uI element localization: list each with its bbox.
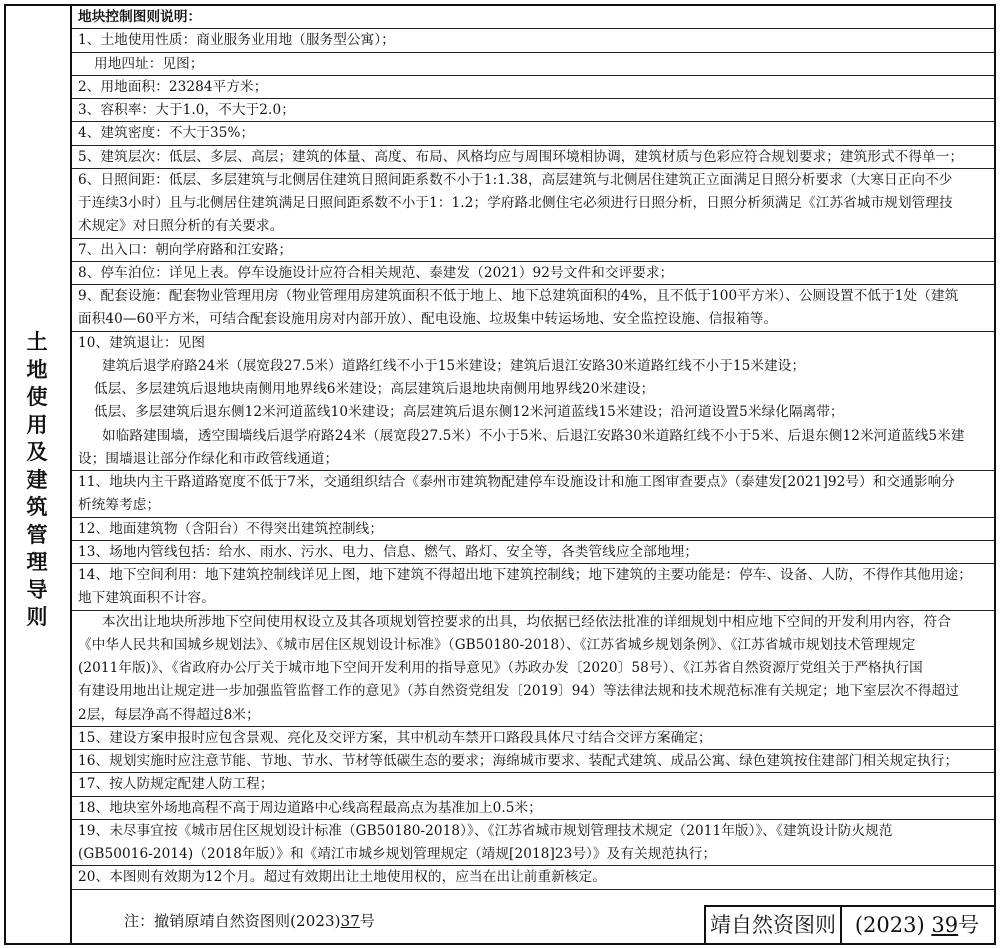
rule-line: 有建设用地出让规定进一步加强监管监督工作的意见》（苏自然资党组发〔2019〕94）等法律法规和技术规范标准有关规定；地下室层次不得超过: [78, 683, 960, 700]
rule-line: 17、按人防规定配建人防工程；: [72, 773, 994, 796]
side-title-column: [6, 6, 72, 943]
side-title-char: 筑: [26, 494, 48, 519]
rule-line: 13、场地内管线包括：给水、雨水、污水、电力、信息、燃气、路灯、安全等，各类管线应全部地埋；: [72, 541, 994, 564]
authority-label: 靖自然资图则: [706, 907, 842, 943]
rule-line: 5、建筑层次：低层、多层、高层；建筑的体量、高度、布局、风格均应与周围环境相协调，建筑材质与色彩应符合规划要求；建筑形式不得单一；: [72, 146, 994, 169]
rule-line: 20、本图则有效期为12个月。超过有效期出让土地使用权的，应当在出让前重新核定。: [72, 866, 994, 889]
rule-line: 地下建筑面积不计容。: [72, 587, 994, 610]
side-title-char: 导: [26, 576, 48, 602]
document-suffix: 号: [958, 913, 980, 937]
rule-line: 本次出让地块所涉地下空间使用权设立及其各项规划管控要求的出具，均依据已经依法批准的详细规划中相应地下空间的开发利用内容，符合: [102, 613, 952, 630]
note-prefix: 注：撤销原靖自然资图则(2023): [124, 912, 341, 930]
rule-line: 9、配套设施：配套物业管理用房（物业管理用房建筑面积不低于地上、地下总建筑面积的4%，且不低于100平方米）、公厕设置不低于1处（建筑: [78, 288, 959, 304]
side-title-char: 建: [26, 466, 48, 492]
rule-line: 12、地面建筑物（含阳台）不得突出建筑控制线；: [72, 518, 994, 541]
side-title-char: 管: [26, 521, 48, 547]
note-suffix: 号: [359, 912, 375, 930]
rule-line: 4、建筑密度：不大于35%；: [72, 122, 994, 145]
rule-line: 2层，每层净高不得超过8米；: [72, 704, 994, 727]
side-title-char: 土: [26, 329, 48, 354]
note-number: 37: [340, 912, 360, 930]
side-title-char: 理: [26, 549, 48, 574]
rule-line: (2011年版)》、《省政府办公厅关于城市地下空间开发利用的指导意见》（苏政办发〔2020〕58号）、《江苏省自然资源厅党组关于严格执行国: [78, 660, 923, 676]
rule-line: 低层、多层建筑后退东侧12米河道蓝线10米建设；高层建筑后退东侧12米河道蓝线15米建设；沿河道设置5米绿化隔离带；: [94, 404, 844, 421]
rule-line: 16、规划实施时应注意节能、节地、节水、节材等低碳生态的要求；海绵城市要求、装配式建筑、成品公寓、绿色建筑按住建部门相关规定执行；: [72, 750, 994, 773]
rules-content: [72, 6, 994, 943]
rule-line: 面积40—60平方米，可结合配套设施用房对内部开放）、配电设施、垃圾集中转运场地、安全监控设施、信报箱等。: [72, 308, 994, 331]
rule-line: 8、停车泊位：详见上表。停车设施设计应符合相关规范、泰建发（2021）92号文件和交评要求；: [72, 262, 994, 285]
rule-line: 7、出入口：朝向学府路和江安路；: [72, 239, 994, 262]
document-number-box: [704, 905, 994, 943]
side-title-char: 地: [26, 356, 48, 382]
rule-line: 14、地下空间利用：地下建筑控制线详见上图，地下建筑不得超出地下建筑控制线；地下建筑的主要功能是：停车、设备、人防，不得作其他用途；: [78, 567, 972, 583]
side-title: [6, 328, 68, 631]
rule-line: 1、土地使用性质：商业服务业用地（服务型公寓）；: [72, 29, 994, 52]
rule-line: 设；围墙退让部分作绿化和市政管线通道；: [72, 448, 994, 471]
document-frame: [4, 4, 996, 945]
rule-line: 术规定》对日照分析的有关要求。: [72, 215, 994, 238]
section-heading: 地块控制图则说明：: [72, 6, 994, 29]
rule-line: 3、容积率：大于1.0，不大于2.0；: [72, 99, 994, 122]
document-serial: 39: [931, 913, 959, 937]
rule-line: 6、日照间距：低层、多层建筑与北侧居住建筑日照间距系数不小于1:1.38，高层建筑与北侧居住建筑正立面满足日照分析要求（大寒日正向不少: [78, 171, 953, 188]
rule-line: 19、未尽事宜按《城市居住区规划设计标准（GB50180-2018）》、《江苏省城市规划管理技术规定（2011年版）》、《建筑设计防火规范: [78, 822, 893, 839]
rule-line: (GB50016-2014)（2018年版）》和《靖江市城乡规划管理规定（靖规[2018]23号）》及有关规范执行；: [72, 843, 994, 866]
rule-line: 如临路建围墙，透空围墙线后退学府路24米（展宽段27.5米）不小于5米、后退江安路30米道路红线不小于5米、后退东侧12米河道蓝线5米建: [102, 427, 965, 444]
rule-line: 11、地块内主干路道路宽度不低于7米，交通组织结合《泰州市建筑物配建停车设施设计和施工图审查要点》（泰建发[2021]92号）和交通影响分: [78, 474, 955, 490]
rule-line: 于连续3小时）且与北侧居住建筑满足日照间距系数不小于1：1.2；学府路北侧住宅必须进行日照分析，日照分析须满足《江苏省城市规划管理技: [78, 195, 953, 211]
rule-line: 用地四址：见图；: [72, 53, 994, 76]
rule-line: 15、建设方案申报时应包含景观、亮化及交评方案，其中机动车禁开口路段具体尺寸结合交评方案确定；: [72, 727, 994, 750]
rule-line: 析统筹考虑；: [72, 494, 994, 517]
side-title-char: 及: [26, 439, 48, 464]
rule-line: 建筑后退学府路24米（展宽段27.5米）道路红线不小于15米建设；建筑后退江安路30米道路红线不小于15米建设；: [102, 357, 806, 374]
rule-line: 2、用地面积：23284平方米；: [72, 76, 994, 99]
rule-line: 《中华人民共和国城乡规划法》、《城市居住区规划设计标准》（GB50180-2018）、《江苏省城乡规划条例》、《江苏省城市规划技术管理规定: [78, 636, 916, 653]
side-title-char: 使: [26, 384, 48, 409]
rule-line: 低层、多层建筑后退地块南侧用地界线6米建设；高层建筑后退地块南侧用地界线20米建设；: [94, 381, 655, 397]
side-title-char: 用: [26, 411, 48, 437]
side-title-char: 则: [26, 604, 48, 629]
document-year: (2023): [854, 913, 925, 937]
rule-line: 18、地块室外场地高程不高于周边道路中心线高程最高点为基准加上0.5米；: [72, 797, 994, 820]
rule-line: 10、建筑退让：见图: [78, 334, 206, 351]
document-number: [842, 907, 992, 943]
